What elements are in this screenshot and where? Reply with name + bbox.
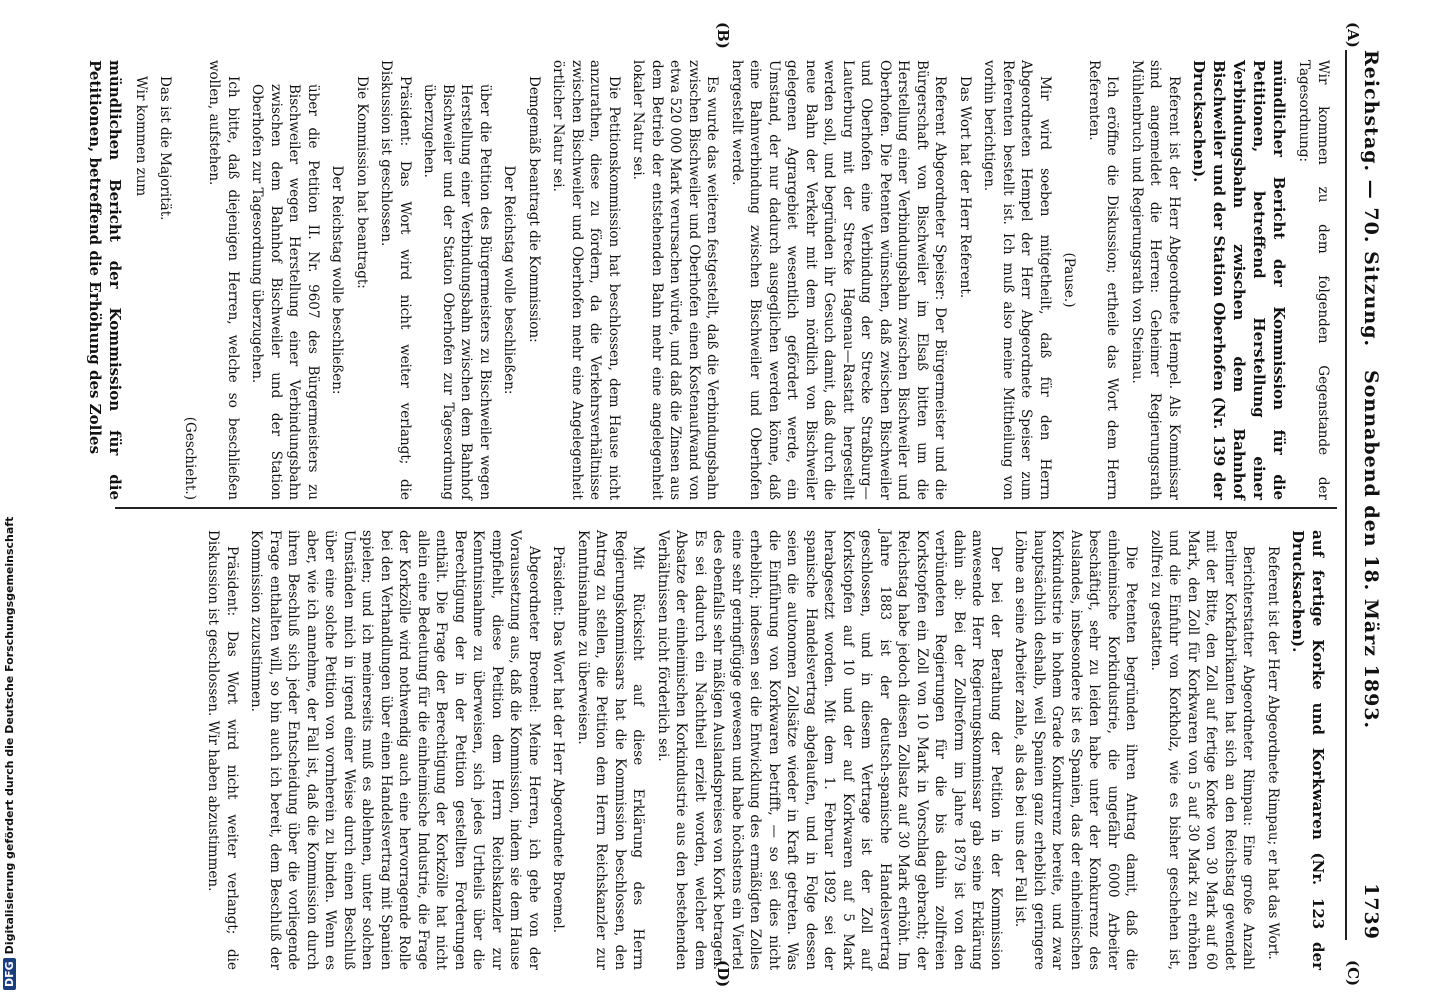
- paragraph: Das ist die Majorität.: [157, 76, 174, 221]
- paragraph: Mit Rücksicht auf diese Erklärung des Herrn Regierungskommissars hat die Kommission beschlossen, den Antrag zu stellen, die Petition dem Herrn Reichskanzler zur Kenntnisnahme zu überweisen.: [575, 530, 647, 970]
- digitization-footer: [0, 0, 20, 1000]
- resolution-text: über die Petition II. Nr. 9607 des Bürgermeisters zu Bischweiler wegen Herstellung einer Verbindungsbahn zwischen dem Bahnhof Bischweiler und der Station Oberhofen zur Tagesordnung überzugehen.: [249, 84, 321, 500]
- paragraph: Wir kommen zu dem folgenden Gegenstande der Tagesordnung:: [1296, 60, 1331, 500]
- paragraph: Ich eröffne die Diskussion; ertheile das Wort dem Herrn Referenten.: [1086, 60, 1121, 500]
- column-separator: [115, 507, 1337, 509]
- stage-direction: (Pause.): [1061, 252, 1078, 308]
- margin-label-d: (D): [714, 960, 732, 988]
- header-date: Sonnabend den 18. März 1893.: [1360, 370, 1382, 730]
- paragraph: Präsident: Das Wort wird nicht weiter verlangt; die Diskussion ist geschlossen. Wir haben abzustimmen.: [205, 530, 240, 970]
- header-rule: [1345, 50, 1347, 940]
- footer-text: Digitalisierung gefördert durch die Deutsche Forschungsgemeinschaft: [3, 516, 16, 955]
- paragraph: Die Petitionskommission hat beschlossen, dem Hause nicht anzurathen, diese zu fördern, da die Verkehrsverhältnisse zwischen Bischweiler und Oberhofen mehr eine Angelegenheit örtlicher Natur sei.: [550, 60, 622, 500]
- paragraph: Referent ist der Herr Abgeordnete Rimpau; er hat das Wort.: [1265, 546, 1281, 960]
- paragraph: Das Wort hat der Herr Referent.: [957, 76, 973, 299]
- paragraph: Mir wird soeben mitgetheilt, daß für den Herrn Abgeordneten Hempel der Herr Abgeordnete Speiser zum Referenten bestellt ist. Ich muß also meine Mittheilung von vorhin berichtigen.: [981, 60, 1053, 500]
- section-heading: mündlichen Bericht der Kommission für die Petitionen, betreffend die Erhöhung des Zolles: [86, 60, 125, 500]
- paragraph: Referent ist der Herr Abgeordnete Hempel. Als Kommissar sind angemeldet die Herren: Geheimer Regierungsrath Mühlenbruch und Regierungsrath von Steinau.: [1129, 60, 1182, 500]
- paragraph: Wir kommen zum: [133, 76, 149, 197]
- resolution-text: über die Petition des Bürgermeisters zu Bischweiler wegen Herstellung einer Verbindungsbahn zwischen dem Bahnhof Bischweiler und der Station Oberhofen zur Tagesordnung überzugehen.: [421, 84, 493, 500]
- paragraph: Der bei der Berathung der Petition in der Kommission anwesende Herr Regierungskommissar gab seine Erklärung dahin ab: Bei der Zollreform im Jahre 1879 ist von den verbündeten Regierungen für die bis dahin zollfreien Korkstopfen ein Zoll von 10 Mark in Vorschlag gebracht; der Reichstag habe jedoch diesen Zollsatz auf 30 Mark erhöht. Im Jahre 1883 ist der deutsch-spanische Handelsvertrag geschlossen, und in diesem Vertrage ist der Zoll auf Korkstopfen auf 10 und der auf Korkwaren auf 5 Mark herabgesetzt worden. Mit dem 1. Februar 1892 sei der spanische Handelsvertrag abgelaufen, und in Folge dessen seien die autonomen Zollsätze wieder in Kraft getreten. Was die Einführung von Korkwaren betrifft, — so sei dies nicht erheblich; indessen sei die Entwicklung des ermäßigten Zolles eine sehr geringfügige gewesen und habe höchstens ein Viertel des ebenfalls sehr mäßigen Auslandspreises von Kork betragen. Es sei dadurch ein Nachtheil erzielt worden, welcher dem Absatze der einheimischen Korkindustrie aus den bestehenden Verhältnissen nicht förderlich sei.: [655, 530, 1004, 970]
- stage-direction: (Geschieht.): [182, 416, 198, 500]
- paragraph: Berichterstatter Abgeordneter Rimpau: Eine große Anzahl Berliner Korkfabrikanten hat sich an den Reichstag gewendet mit der Bitte, den Zoll auf fertige Korke von 30 Mark auf 60 Mark, den Zoll für Korkwaren von 5 auf 30 Mark zu erhöhen und die Einfuhr von Korkholz, wie es bisher geschehen ist, zollfrei zu gestatten.: [1148, 530, 1257, 970]
- margin-label-c: (C): [1344, 960, 1362, 987]
- section-heading: auf fertige Korke und Korkwaren (Nr. 123 der Drucksachen).: [1289, 530, 1327, 970]
- paragraph: Die Kommission hat beantragt:: [354, 76, 370, 289]
- left-column: [80, 60, 1333, 500]
- paragraph: Abgeordneter Broemel: Meine Herren, ich gehe von der Voraussetzung aus, daß die Kommission, indem sie dem Hause empfiehlt, diese Petition dem Herrn Reichskanzler zur Kenntnisnahme zu überweisen, sich jedes Urtheils über die Berechtigung der in der Petition gestellten Forderungen enthält. Die Frage der Berechtigung der Korkzölle hat nicht allein eine Bedeutung für die einheimische Industrie, die Frage der Korkzölle wird nothwendig auch eine hervorragende Rolle bei den Verhandlungen über einen Handelsvertrag mit Spanien spielen; und ich meinerseits muß es ablehnen, unter solchen Umständen mich in irgend einer Weise durch einen Beschluß über eine solche Petition von vornherein zu binden. Wenn es aber, wie ich annehme, der Fall ist, daß die Kommission durch ihren Beschluß sich jeder Entscheidung über die vorliegende Frage enthalten will, so bin auch ich bereit, dem Beschluß der Kommission zuzustimmen.: [248, 530, 542, 970]
- paragraph: Die Petenten begründen ihren Antrag damit, daß die einheimische Korkindustrie, die ungefähr 6000 Arbeiter beschäftigt, sehr zu leiden habe unter der Konkurrenz des Auslandes, insbesondere ist es Spanien, das der einheimischen Korkindustrie in hohem Grade Konkurrenz bereite, und zwar hauptsächlich deshalb, weil Spanien ganz erheblich geringere Löhne an seine Arbeiter zahle, als das bei uns der Fall ist.: [1012, 530, 1140, 970]
- section-heading: mündlicher Bericht der Kommission für die Petitionen, betreffend Herstellung einer Verbindungsbahn zwischen dem Bahnhof Bischweiler und der Station Oberhofen (Nr. 139 der Drucksachen).: [1190, 60, 1288, 500]
- margin-label-a: (A): [1344, 22, 1362, 48]
- paragraph: Präsident: Das Wort hat der Herr Abgeordnete Broemel.: [550, 546, 567, 934]
- paragraph: Ich bitte, daß diejenigen Herren, welche so beschließen wollen, aufstehen.: [206, 60, 241, 500]
- resolution-intro: Der Reichstag wolle beschließen:: [329, 165, 346, 395]
- header-session: Reichstag. — 70. Sitzung.: [1360, 50, 1382, 348]
- page-header: [1352, 50, 1382, 940]
- dfg-logo: DFG: [3, 958, 16, 990]
- paragraph: Demgemäß beantragt die Kommission:: [526, 76, 542, 343]
- header-page-number: 1739: [1360, 883, 1382, 940]
- right-column: [198, 530, 1332, 970]
- paragraph: Referent Abgeordneter Speiser: Der Bürgermeister und die Bürgerschaft von Bischweiler im Elsaß bitten um die Herstellung einer Verbindungsbahn zwischen Bischweiler und Oberhofen. Die Petenten wünschen, daß zwischen Bischweiler und Oberhofen eine Verbindung der Strecke Straßburg—Lauterburg mit der Strecke Hagenau—Rastatt hergestellt werden soll, und begründen ihr Gesuch damit, daß durch die neue Bahn der Verkehr mit dem nördlich von Bischweiler gelegenen Agrargebiet wesentlich gefördert werde, ein Umstand, der nur dadurch ausgeglichen werden könne, daß eine Bahnverbindung zwischen Bischweiler und Oberhofen hergestellt werde.: [729, 60, 949, 500]
- paragraph: Es wurde das weiteren festgestellt, daß die Verbindungsbahn zwischen Bischweiler und Oberhofen einen Kostenaufwand von etwa 520 000 Mark verursachen würde, und daß die Zinsen aus dem Betrieb der entstehenden Bahn mehr eine angelegenheit lokaler Natur sei.: [630, 60, 721, 500]
- resolution-intro: Der Reichstag wolle beschließen:: [501, 165, 518, 395]
- paragraph: Präsident: Das Wort wird nicht weiter verlangt; die Diskussion ist geschlossen.: [378, 60, 413, 500]
- margin-label-b: (B): [714, 22, 732, 49]
